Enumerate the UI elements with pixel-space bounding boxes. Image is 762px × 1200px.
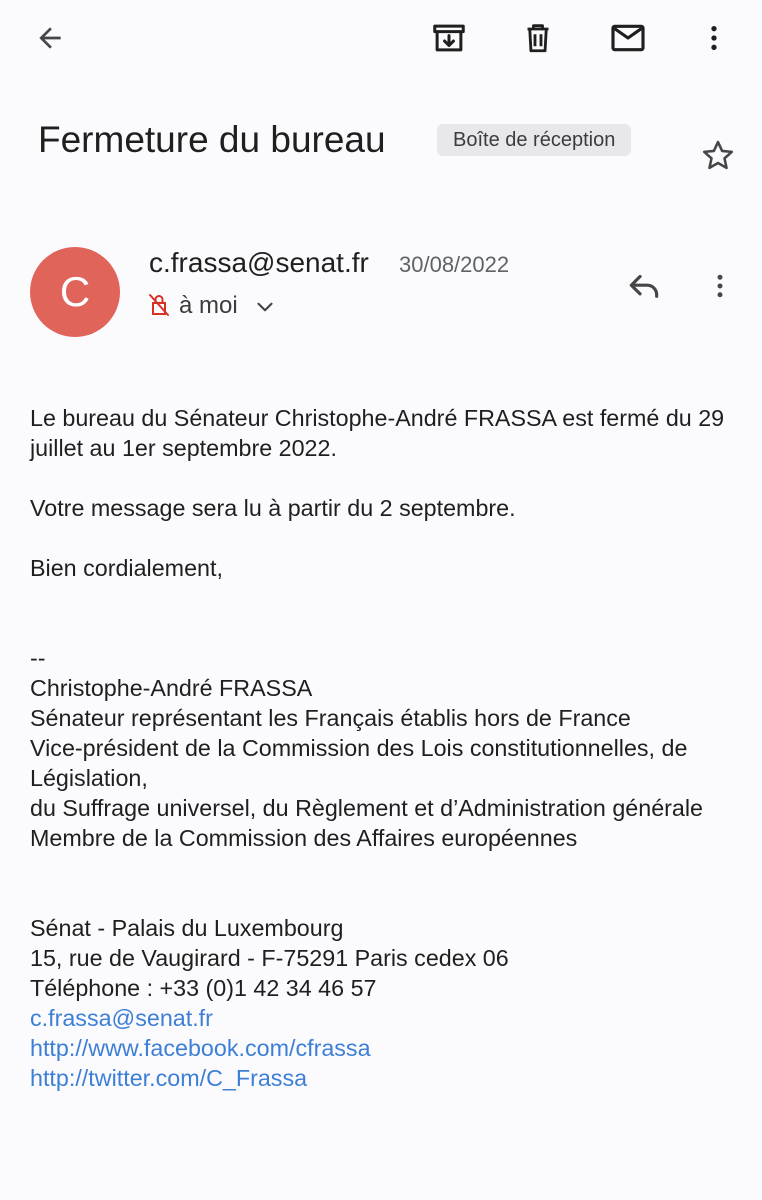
email-link[interactable]: c.frassa@senat.fr (30, 1005, 213, 1031)
body-paragraph-reading: Votre message sera lu à partir du 2 septembre. (30, 495, 516, 521)
signature-role-2: du Suffrage universel, du Règlement et d’Administration générale (30, 795, 703, 821)
recipient-label[interactable]: à moi (179, 292, 238, 319)
facebook-link[interactable]: http://www.facebook.com/cfrassa (30, 1035, 371, 1061)
sender-avatar[interactable]: C (30, 247, 120, 337)
top-toolbar (0, 0, 762, 80)
archive-icon[interactable] (421, 10, 477, 66)
inbox-label-chip[interactable]: Boîte de réception (437, 124, 631, 156)
signature-role-1: Vice-président de la Commission des Lois constitutionnelles, de Législation, (30, 735, 688, 791)
star-icon[interactable] (690, 128, 746, 184)
signature-name: Christophe-André FRASSA (30, 675, 313, 701)
signature-title: Sénateur représentant les Français établis hors de France (30, 705, 631, 731)
unencrypted-lock-icon[interactable] (147, 292, 171, 318)
chevron-down-icon[interactable] (252, 294, 278, 320)
phone-line: Téléphone : +33 (0)1 42 34 46 57 (30, 975, 377, 1001)
message-more-vert-icon[interactable] (692, 258, 748, 314)
email-body (30, 403, 742, 1093)
signature-role-3: Membre de la Commission des Affaires européennes (30, 825, 578, 851)
more-vert-icon[interactable] (686, 10, 742, 66)
mail-icon[interactable] (600, 10, 656, 66)
address-line-1: Sénat - Palais du Luxembourg (30, 915, 344, 941)
twitter-link[interactable]: http://twitter.com/C_Frassa (30, 1065, 308, 1091)
body-greeting: Bien cordialement, (30, 555, 223, 581)
body-paragraph-closure: Le bureau du Sénateur Christophe-André FRASSA est fermé du 29 juillet au 1er septembre 2022. (30, 405, 725, 461)
back-arrow-icon[interactable] (22, 10, 78, 66)
sender-email[interactable]: c.frassa@senat.fr (149, 247, 369, 278)
signature-separator: -- (30, 645, 46, 671)
trash-icon[interactable] (510, 10, 566, 66)
message-date: 30/08/2022 (399, 252, 510, 277)
email-subject: Fermeture du bureau (38, 119, 386, 160)
address-line-2: 15, rue de Vaugirard - F-75291 Paris cedex 06 (30, 945, 509, 971)
reply-icon[interactable] (616, 258, 672, 314)
